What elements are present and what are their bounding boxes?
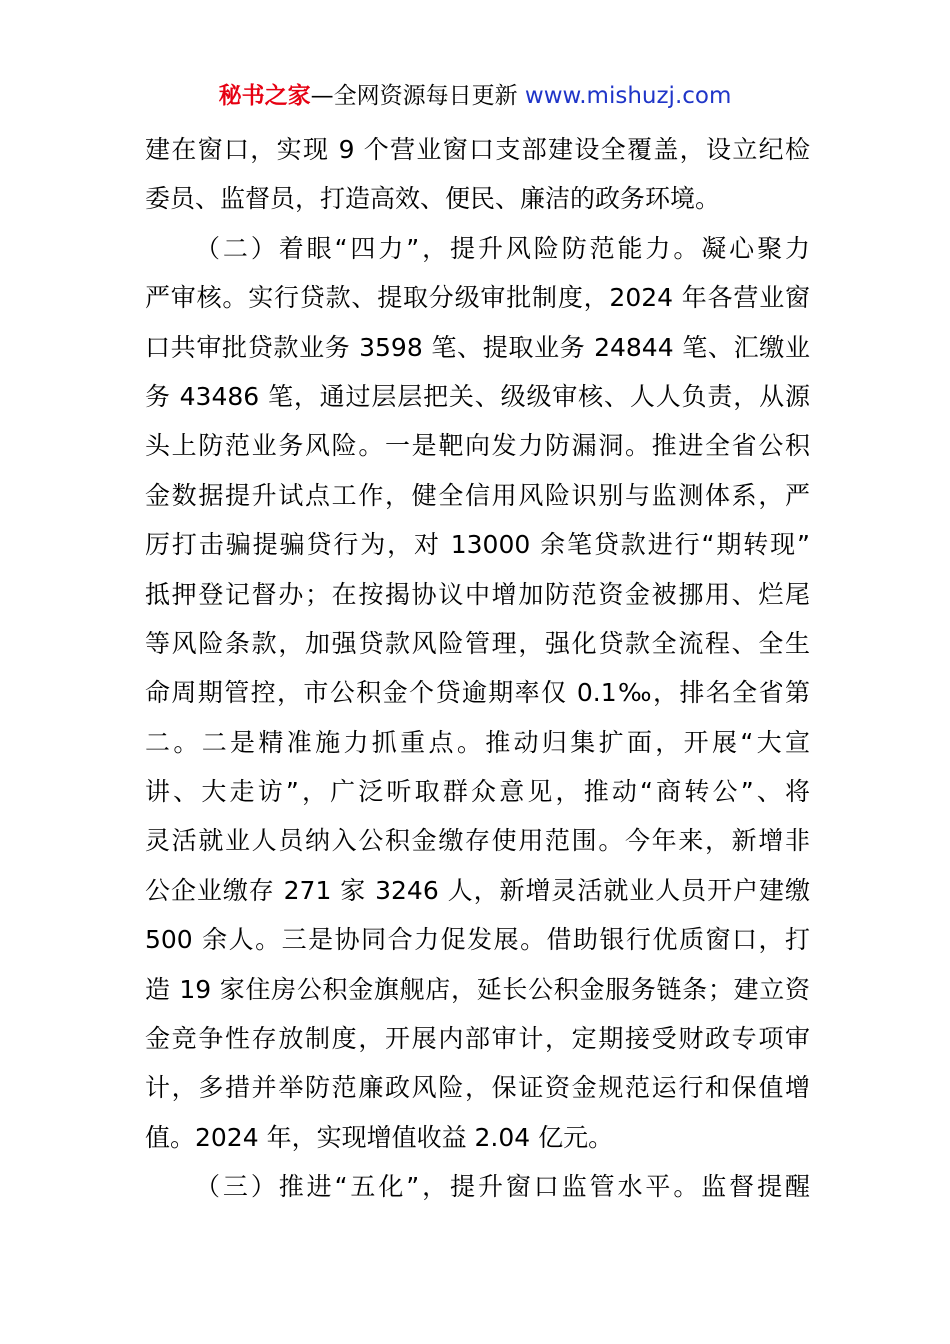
text-line: 厉打击骗提骗贷行为，对 13000 余笔贷款进行“期转现” (145, 530, 810, 560)
text-line: 值。2024 年，实现增值收益 2.04 亿元。 (145, 1122, 614, 1152)
text-line: 计，多措并举防范廉政风险，保证资金规范运行和保值增 (145, 1073, 810, 1103)
text-line: 金数据提升试点工作，健全信用风险识别与监测体系，严 (145, 480, 810, 510)
text-line: 等风险条款，加强贷款风险管理，强化贷款全流程、全生 (145, 628, 810, 658)
text-line: 公企业缴存 271 家 3246 人，新增灵活就业人员开户建缴 (145, 875, 810, 905)
text-line: 讲、大走访”，广泛听取群众意见，推动“商转公”、将 (145, 777, 810, 807)
text-line: 建在窗口，实现 9 个营业窗口支部建设全覆盖，设立纪检 (145, 135, 810, 164)
header-url-link[interactable]: www.mishuzj.com (524, 83, 732, 109)
text-line: 金竞争性存放制度，开展内部审计，定期接受财政专项审 (145, 1024, 810, 1054)
text-line: 严审核。实行贷款、提取分级审批制度，2024 年各营业窗 (145, 283, 810, 313)
section-heading-line: （三）推进“五化”，提升窗口监管水平。监督提醒 (195, 1172, 810, 1202)
site-header (0, 80, 950, 112)
text-line: 灵活就业人员纳入公积金缴存使用范围。今年来，新增非 (145, 826, 810, 856)
header-tagline: —全网资源每日更新 (310, 83, 518, 109)
text-line: 抵押登记督办；在按揭协议中增加防范资金被挪用、烂尾 (145, 579, 810, 609)
header-brand: 秘书之家 (218, 83, 311, 109)
text-line: 二。二是精准施力抓重点。推动归集扩面，开展“大宣 (145, 727, 810, 757)
document-body (145, 125, 810, 1212)
text-line: 口共审批贷款业务 3598 笔、提取业务 24844 笔、汇缴业 (145, 332, 810, 362)
text-line: 头上防范业务风险。一是靶向发力防漏洞。推进全省公积 (145, 431, 810, 461)
text-line: 500 余人。三是协同合力促发展。借助银行优质窗口，打 (145, 925, 810, 955)
section-heading-line: （二）着眼“四力”，提升风险防范能力。凝心聚力 (195, 233, 810, 263)
text-line: 务 43486 笔，通过层层把关、级级审核、人人负责，从源 (145, 381, 810, 411)
text-line: 造 19 家住房公积金旗舰店，延长公积金服务链条；建立资 (145, 974, 810, 1004)
text-line: 命周期管控，市公积金个贷逾期率仅 0.1‰，排名全省第 (145, 678, 810, 708)
text-line: 委员、监督员，打造高效、便民、廉洁的政务环境。 (145, 184, 721, 214)
